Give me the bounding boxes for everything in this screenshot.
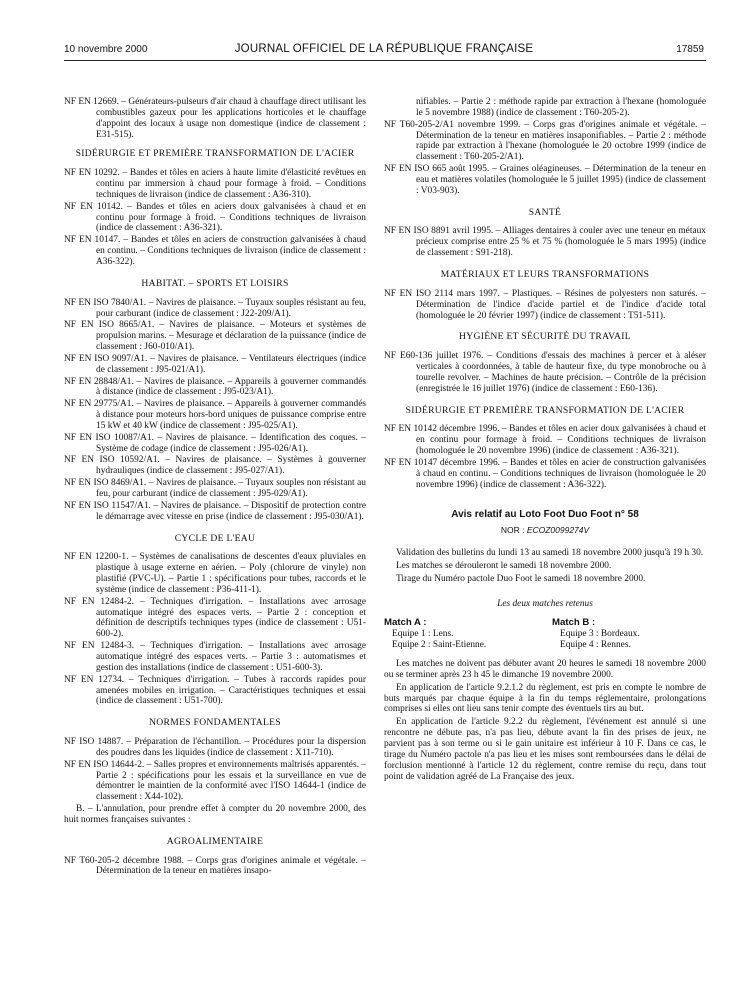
match-a-title: Match A : [384,616,427,628]
norm-entry: NF EN ISO 10592/A1. – Navires de plaisance. – Systèmes à gouverner hydrauliques (indice de classement : J95-027/A1). [64,455,366,477]
nor-code: ECOZ0099274V [526,525,590,536]
norm-entry: NF EN ISO 9097/A1. – Navires de plaisance. – Ventilateurs électriques (indice de classement : J95-021/A1). [64,353,366,375]
paragraph: Tirage du Numéro pactole Duo Foot le samedi 18 novembre 2000. [396,573,646,584]
norm-entry: NF EN ISO 8665/A1. – Navires de plaisance. – Moteurs et systèmes de propulsion marins. – Mesurage et déclaration de la puissance (indice de classement : J60-010/A1). [64,320,366,353]
norm-entry: NF EN 10147. – Bandes et tôles en aciers de construction galvanisées à chaud en continu. – Conditions techniques de livraison (indice de classement : A36-322). [64,235,366,267]
norm-entry: NF EN 12669. – Générateurs-pulseurs d'air chaud à chauffage direct utilisant les combustibles gazeux pour les applications horticoles et le chauffage d'appoint des locaux à usage non domestique (indice de classement : E31-515). [64,97,366,140]
match-team: Equipe 1 : Lens. [392,629,454,640]
norm-entry: NF EN 12484-2. – Techniques d'irrigation. – Installations avec arrosage automatique intégré des espaces verts. – Partie 2 : conception et définition de descriptifs techniques types (indice de classement : U51-600-2). [64,596,366,640]
norm-entry: NF T60-205-2/A1 novembre 1999. – Corps gras d'origines animale et végétale. – Détermination de la teneur en matières insaponifiables. – Partie 2 : méthode rapide par extraction à l'hexane (homologuée le 20 octobre 1999 (indice de classement : T60-205-2/A1). [384,119,706,163]
norm-entry: NF ISO 14887. – Préparation de l'échantillon. – Procédures pour la dispersion des poudres dans les liquides (indice de classement : X11-710). [64,737,366,758]
paragraph-b: B. – L'annulation, pour prendre effet à compter du 20 novembre 2000, des huit normes françaises suivantes : [64,804,366,825]
match-team: Equipe 3 : Bordeaux. [560,629,640,640]
norm-entry-continued: nifiables. – Partie 2 : méthode rapide par extraction à l'hexane (homologuée le 5 novembre 1988) (indice de classement : T60-205-2). [416,97,706,118]
paragraph: En application de l'article 9.2.1.2 du règlement, est pris en compte le nombre de buts marqués par chaque équipe à la fin du temps réglementaire, prolongations comprises si elles ont lieu sans tenir compte des éventuels tirs au but. [384,682,706,715]
norm-entry: NF EN ISO 14644-2. – Salles propres et environnements maîtrisés apparentés. – Partie 2 : spécifications pour les essais et la surveillance en vue de démontrer le maintien de la conformité avec l'ISO 14644-1 (indice de classement : X44-102). [64,759,366,803]
page-header [64,44,704,60]
norm-entry: NF EN 10292. – Bandes et tôles en aciers à haute limite d'élasticité revêtues en continu par immersion à chaud pour formage à froid. – Conditions techniques de livraison (indice de classement : A36-310). [64,168,366,200]
paragraph: En application de l'article 9.2.2 du règlement, l'événement est annulé si une rencontre ne débute pas, n'a pas lieu, débute avant la fin des prises de jeux, ne parvient pas à son terme ou si le gain unitaire est inférieur à 10 F. Dans ce cas, le tirage du Numéro pactole n'a pas lieu et les mises sont remboursées dans le délai de forclusion mentionné à l'article 12 du règlement, contre remise du reçu, dans tout point de validation agréé de La Française des jeux. [384,717,706,782]
paragraph: Les matches ne doivent pas débuter avant 20 heures le samedi 18 novembre 2000 ou se terminer après 23 h 45 le dimanche 19 novembre 2000. [384,659,706,680]
section-heading: SIDÉRURGIE ET PREMIÈRE TRANSFORMATION DE L'ACIER [75,148,355,160]
left-column [64,97,366,878]
norm-entry: NF EN 12734. – Techniques d'irrigation. – Tubes à raccords rapides pour amenées mobiles en irrigation. – Caractéristiques techniques et essai (indice de classement : U51-700). [64,674,366,707]
match-a [384,618,538,652]
norm-entry: NF EN 12200-1. – Systèmes de canalisations de descentes d'eaux pluviales en plastique à usage externe en aérien. – Poly (chlorure de vinyle) non plastifié (PVC-U). – Partie 1 : spécifications pour tubes, raccords et le système (indice de classement : P36-411-1). [64,552,366,595]
norm-entry: NF EN ISO 11547/A1. – Navires de plaisance. – Dispositif de protection contre le démarrage avec vitesse en prise (indice de classement : J95-030/A1). [64,500,366,522]
paragraph: Validation des bulletins du lundi 13 au samedi 18 novembre 2000 jusqu'à 19 h 30. [396,548,704,559]
notice-title: Avis relatif au Loto Foot Duo Foot n° 58 [451,509,639,521]
header-date: 10 novembre 2000 [64,44,148,55]
section-heading: CYCLE DE L'EAU [174,532,256,544]
match-team: Equipe 2 : Saint-Etienne. [392,640,487,651]
right-column [384,97,706,784]
paragraph: Les matches se dérouleront le samedi 18 novembre 2000. [396,561,612,571]
header-rule [64,60,706,61]
section-heading: SIDÉRURGIE ET PREMIÈRE TRANSFORMATION DE L'ACIER [405,404,685,416]
match-team: Equipe 4 : Rennes. [560,640,631,651]
section-heading: NORMES FONDAMENTALES [149,717,281,729]
nor-label: NOR : [500,525,525,536]
norm-entry: NF T60-205-2 décembre 1988. – Corps gras d'origines animale et végétale. – Détermination de la teneur en matières insapo- [64,855,366,877]
journal-title: JOURNAL OFFICIEL DE LA RÉPUBLIQUE FRANÇAISE [234,43,534,55]
norm-entry: NF EN ISO 8469/A1. – Navires de plaisance. – Tuyaux souples non résistant au feu, pour carburant (indice de classement : J95-029/A1). [64,478,366,499]
norm-entry: NF EN ISO 2114 mars 1997. – Plastiques. – Résines de polyesters non saturés. – Détermination de l'indice d'acide partiel et de l'indice d'acide total (homologuée le 20 février 1997) (indice de classement : T51-511). [384,288,706,321]
norm-entry: NF EN ISO 8891 avril 1995. – Alliages dentaires à couler avec une teneur en métaux précieux comprise entre 25 % et 75 % (homologuée le 5 mars 1995) (indice de classement : S91-218). [384,226,706,259]
norm-entry: NF EN ISO 10087/A1. – Navires de plaisance. – Identification des coques. – Système de codage (indice de classement : J95-026/A1). [64,432,366,454]
section-heading: SANTÉ [528,206,562,218]
match-b [552,618,706,652]
norm-entry: NF EN 28848/A1. – Navires de plaisance. – Appareils à gouverner commandés à distance (indice de classement : J95-023/A1). [64,376,366,398]
section-heading: AGROALIMENTAIRE [166,835,264,847]
norm-entry: NF EN 29775/A1. – Navires de plaisance. – Appareils à gouverner commandés à distance pour moteurs hors-bord uniques de puissance comprise entre 15 kW et 40 kW (indice de classement : J95-025/A1). [64,399,366,431]
section-heading: HYGIÈNE ET SÉCURITÉ DU TRAVAIL [459,331,631,343]
norm-entry: NF E60-136 juillet 1976. – Conditions d'essais des machines à percer et à aléser verticales à coordonnées, à table de hauteur fixe, du type monobroche ou à tourelle revolver. – Machines de haute précision. – Contrôle de la précision (enregistrée le 16 juillet 1976) (indice de classement : E60-136). [384,351,706,394]
norm-entry: NF EN ISO 665 août 1995. – Graines oléagineuses. – Détermination de la teneur en eau et matières volatiles (homologuée le 5 juillet 1995) (indice de classement : V03-903). [384,164,706,196]
matches-heading: Les deux matches retenus [497,598,593,609]
section-heading: MATÉRIAUX ET LEURS TRANSFORMATIONS [440,268,650,280]
section-heading: HABITAT. – SPORTS ET LOISIRS [141,277,289,289]
nor-reference [384,525,706,536]
matches-table [384,618,706,652]
norm-entry: NF EN 12484-3. – Techniques d'irrigation. – Installations avec arrosage automatique intégré des espaces verts. – Partie 3 : automatismes et gestion des installations (indice de classement : U51-600-3). [64,641,366,673]
match-b-title: Match B : [552,616,596,628]
norm-entry: NF EN ISO 7840/A1. – Navires de plaisance. – Tuyaux souples résistant au feu, pour carburant (indice de classement : J22-209/A1). [64,297,366,319]
page-number: 17859 [676,44,704,55]
norm-entry: NF EN 10142 décembre 1996. – Bandes et tôles en acier doux galvanisées à chaud et en continu pour formage à froid. – Conditions techniques de livraison (homologuée le 20 novembre 1996) (indice de classement : A36-321). [384,424,706,457]
norm-entry: NF EN 10147 décembre 1996. – Bandes et tôles en acier de construction galvanisées à chaud en continu. – Conditions techniques de livraison (homologuée le 20 novembre 1996) (indice de classement : A36-322). [384,457,706,490]
norm-entry: NF EN 10142. – Bandes et tôles en aciers doux galvanisées à chaud et en continu pour formage à froid. – Conditions techniques de livraison (indice de classement : A36-321). [64,201,366,234]
